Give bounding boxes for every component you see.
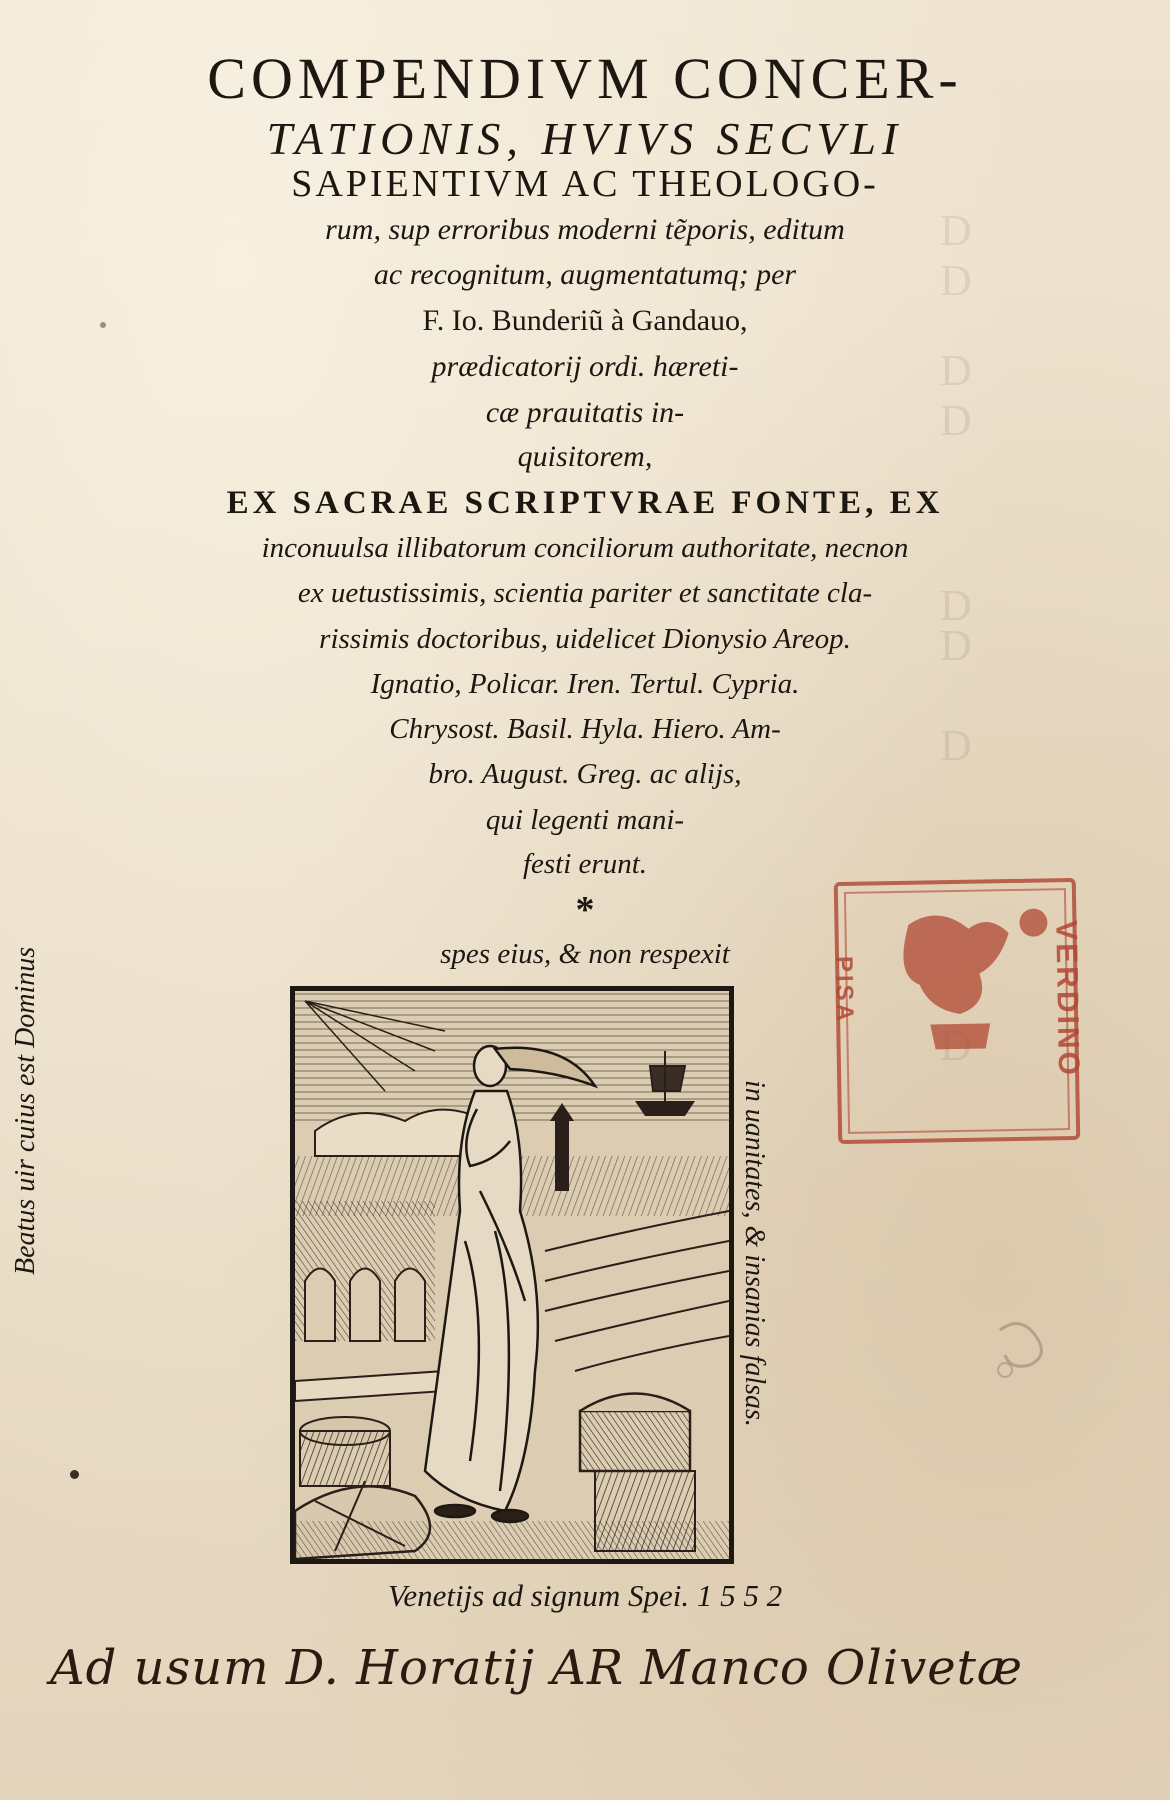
bleed-through-letter: D [940,256,972,305]
title-line-5: ac recognitum, augmentatumq; per [373,258,797,291]
asterisk-ornament: * [575,889,595,931]
woodcut-side-legend-right: in uanitates, & insanias falsas. [739,1080,770,1427]
handwritten-inscription: Ad usum D. Horatij AR Manco Olivetæ [50,1640,1024,1696]
author-line: F. Io. Bunderiũ à Gandauo, [422,304,748,337]
bleed-through-letter: D [940,721,972,770]
title-line-1: COMPENDIVM CONCER- [207,46,963,111]
title-line-17: qui legenti mani- [485,804,685,836]
title-line-13: rissimis doctoribus, uidelicet Dionysio Areop. [319,623,851,655]
title-line-18: festi erunt. [522,848,648,880]
title-line-10: EX SACRAE SCRIPTVRAE FONTE, EX [226,485,944,521]
stamp-text-pisa: PISA [830,955,859,1025]
title-line-12: ex uetustissimis, scientia pariter et sanctitate cla- [297,577,873,609]
title-line-7: prædicatorij ordi. hæreti- [431,350,739,383]
ink-speck [100,322,106,328]
title-line-11: inconuulsa illibatorum conciliorum authoritate, necnon [261,532,909,564]
bleed-through-letter: D [940,346,972,395]
woodcut-illustration [290,986,734,1564]
library-stamp [830,878,1086,1144]
pencil-mark [980,1310,1070,1390]
stamp-emblem-icon [838,882,1076,1140]
imprint-line: Venetijs ad signum Spei. 1 5 5 2 [387,1578,783,1613]
title-line-3: SAPIENTIVM AC THEOLOGO- [291,163,879,205]
woodcut-side-legend-left: Beatus uir cuius est Dominus [10,946,41,1275]
bleed-through-letter: D [940,396,972,445]
bleed-through-letter: D [940,621,972,670]
motto-line: spes eius, & non respexit [440,938,730,970]
title-line-2: TATIONIS, HVIVS SECVLI [266,113,904,164]
title-line-15: Chrysost. Basil. Hyla. Hiero. Am- [389,713,781,745]
title-line-14: Ignatio, Policar. Iren. Tertul. Cypria. [370,668,800,700]
title-line-9: quisitorem, [517,440,653,473]
title-line-8: cæ prauitatis in- [485,396,685,429]
bleed-through-letter: D [940,581,972,630]
stamp-text-verdino: VERDINO [1049,919,1086,1079]
ink-speck [70,1470,79,1479]
bleed-through-letter: D [940,206,972,255]
title-line-4: rum, sup erroribus moderni tẽporis, editum [325,213,845,246]
title-line-16: bro. August. Greg. ac alijs, [428,758,742,790]
